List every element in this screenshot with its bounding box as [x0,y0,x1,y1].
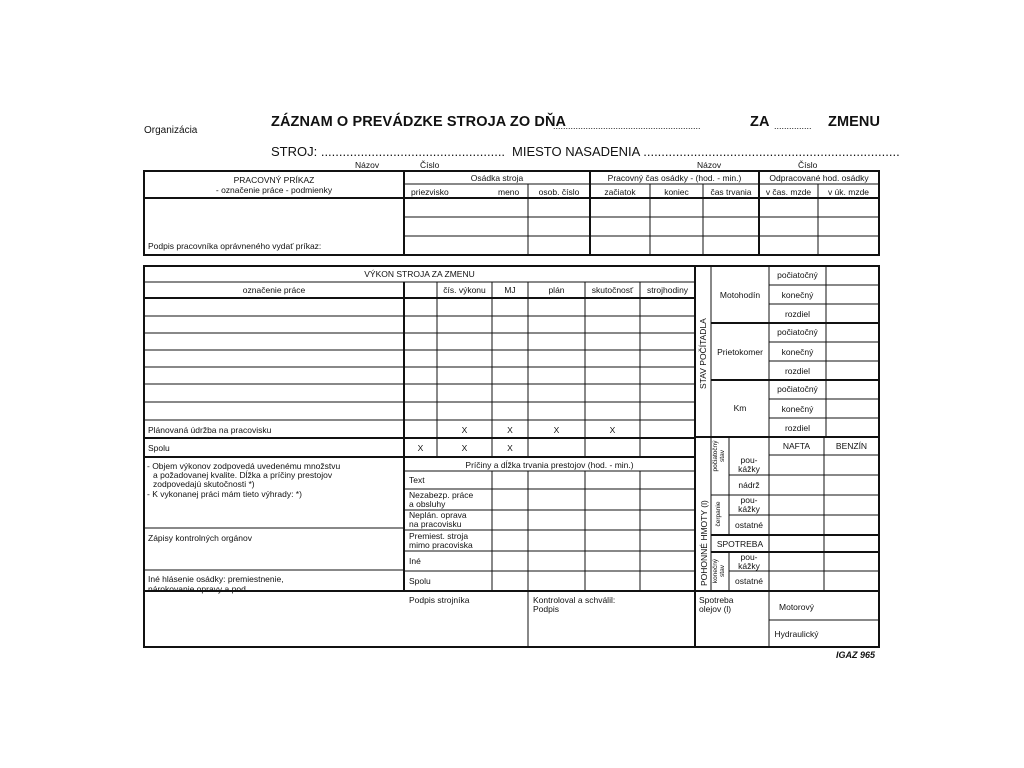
ostatne-label: ostatné [735,520,763,530]
col-cas-trvania: čas trvania [710,187,752,197]
declaration-line-2: a požadovanej kvalite. Dĺžka a príčiny prestojov [153,470,333,480]
crew-header: Osádka stroja [470,173,524,183]
konecny-label: konečný [781,347,814,357]
poukazky-label-2 [729,496,769,514]
planned-maintenance-label: Plánovaná údržba na pracovisku [148,425,272,435]
poukazky-line-1: pou- [740,552,758,562]
konecny-label: konečný [781,404,814,414]
form-title: ZÁZNAM O PREVÁDZKE STROJA ZO DŇA [271,114,567,130]
motohodin-label: Motohodín [719,290,761,300]
x-mark: X [461,425,468,435]
hydraulicky-label: Hydraulický [774,629,819,639]
konecny-label: konečný [781,290,814,300]
reservations-label: - K vykonanej práci mám tieto výhrady: *) [147,489,302,499]
km-label: Km [733,403,747,413]
rozdiel-label: rozdiel [784,423,811,433]
oil-consumption-line-2: olejov (l) [699,604,732,614]
poukazky-label-3 [729,553,769,571]
poukazky-line-2: kážky [738,561,760,571]
approver-label: Kontroloval a schválil: [533,595,616,605]
shift-dots: ............... [774,121,812,131]
zmenu-label: ZMENU [828,114,881,130]
initial-state-line-1: počiatočný [712,440,719,472]
final-state-line-1: konečný [712,558,719,584]
col-mj: MJ [504,285,516,295]
nazov-sublabel: Názov [355,160,380,170]
initial-state-line-2: stav [719,450,726,462]
x-mark: X [507,425,513,435]
declaration-line-3: zodpovedajú skutočnosti *) [153,479,255,489]
poukazky-label [729,456,769,474]
col-strojhodiny: strojhodiny [646,285,689,295]
poukazky-line-1: pou- [740,495,758,505]
spotreba-label: SPOTREBA [716,539,764,549]
downtime-neplan-2: na pracovisku [409,519,462,529]
poukazky-line-1: pou- [740,455,758,465]
nazov-sublabel-2: Názov [697,160,722,170]
za-label: ZA [750,114,770,130]
downtime-text-label: Text [409,475,425,485]
col-zaciatok: začiatok [604,187,636,197]
date-dots: ........................................................... [553,121,701,131]
organization-label: Organizácia [144,125,198,136]
final-state-label [712,552,726,590]
hours-worked-header: Odpracované hod. osádky [769,173,869,183]
x-mark: X [609,425,616,435]
oil-consumption-line-1: Spotreba [699,595,734,605]
pociatocny-label: počiatočný [777,270,818,280]
prietokomer-label: Prietokomer [717,347,763,357]
crew-report-line-1: Iné hlásenie osádky: premiestnenie, [148,574,284,584]
downtime-nezabezp-2: a obsluhy [409,499,446,509]
col-koniec: koniec [664,187,689,197]
downtime-nezabezp-1: Nezabezp. práce [409,490,474,500]
operator-signature-label: Podpis strojníka [409,595,470,605]
col-skutocnost: skutočnosť [591,285,634,295]
downtime-header: Príčiny a dĺžka trvania prestojov (hod. - min.) [465,460,634,470]
counter-state-label: STAV POČÍTADLA [698,318,708,389]
pociatocny-label: počiatočný [777,384,818,394]
col-v-uk-mzde: v úk. mzde [827,187,870,197]
work-time-header: Pracovný čas osádky - (hod. - min.) [607,173,742,183]
col-cis-vykonu: čís. výkonu [443,285,486,295]
cislo-sublabel-2: Číslo [798,160,818,170]
x-mark: X [553,425,560,435]
downtime-spolu: Spolu [409,576,431,586]
cerpanie-label: čerpanie [715,501,722,527]
downtime-neplan-1: Neplán. oprava [409,510,467,520]
inspection-notes-label: Zápisy kontrolných orgánov [148,533,252,543]
poukazky-line-2: kážky [738,504,760,514]
x-mark: X [461,443,468,453]
downtime-ine: Iné [409,556,421,566]
nafta-label: NAFTA [782,441,811,451]
declaration-line-1: - Objem výkonov zodpovedá uvedenému množstvu [147,461,341,471]
total-label: Spolu [148,443,170,453]
approver-signature-label: Podpis [533,604,559,614]
stroj-field: STROJ: ................................................... [271,144,506,159]
pociatocny-label: počiatočný [777,327,818,337]
authorized-signature-label: Podpis pracovníka oprávneného vydať príkaz: [148,241,322,251]
work-order-subtitle: - označenie práce - podmienky [215,185,333,195]
col-meno: meno [498,187,520,197]
col-osob-cislo: osob. číslo [538,187,580,197]
rozdiel-label: rozdiel [784,309,811,319]
col-v-cas-mzde: v čas. mzde [765,187,812,197]
nadrz-label: nádrž [738,480,760,490]
initial-state-label [712,438,726,474]
rozdiel-label: rozdiel [784,366,811,376]
x-mark: X [507,443,513,453]
col-priezvisko: priezvisko [411,187,449,197]
benzin-label: BENZÍN [835,441,868,451]
output-title: VÝKON STROJA ZA ZMENU [364,269,475,279]
miesto-field: MIESTO NASADENIA ....................................................................... [512,144,900,159]
poukazky-line-2: kážky [738,464,760,474]
final-state-line-2: stav [719,565,726,577]
work-order-title: PRACOVNÝ PRÍKAZ [233,175,315,185]
ostatne-label-2: ostatné [735,576,763,586]
fuel-label: POHONNÉ HMOTY (l) [699,500,709,586]
x-mark: X [417,443,424,453]
downtime-premiest-1: Premiest. stroja [409,531,469,541]
form-code: IGAZ 965 [836,650,876,660]
crew-report-line-2: nárokovanie opravy a pod. [148,584,249,594]
col-plan: plán [548,285,565,295]
cislo-sublabel: Číslo [420,160,440,170]
col-oznacenie-prace: označenie práce [242,285,306,295]
motorovy-label: Motorový [779,602,814,612]
downtime-premiest-2: mimo pracoviska [409,540,473,550]
